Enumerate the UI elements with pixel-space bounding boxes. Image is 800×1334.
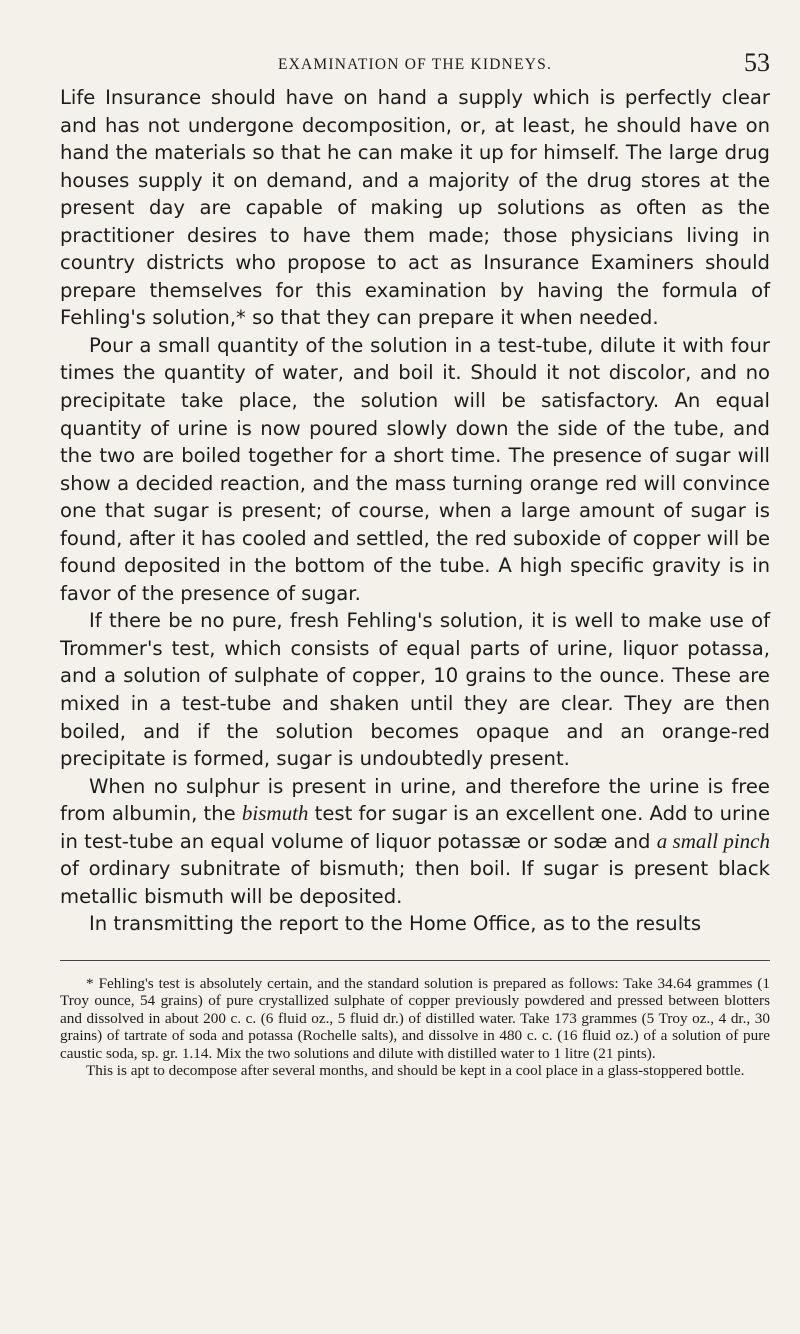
footnote-paragraph: This is apt to decompose after several months, and should be kept in a cool place in a glass-stoppered bottle. (86, 1061, 745, 1079)
footnote-divider (60, 960, 770, 961)
footnote (60, 975, 770, 1079)
paragraph (60, 773, 770, 911)
paragraph: In transmitting the report to the Home Office, as to the results (89, 912, 702, 936)
italic-term: a small pinch (656, 828, 770, 853)
footnote-paragraph: * Fehling's test is absolutely certain, and the standard solution is prepared as follows: Take 34.64 grammes (1 Troy ounce, 54 grains) of pure crystallized sulphate of copper previously powdered and pressed between blotters and dissolved in about 200 c. c. (6 fluid oz., 5 fluid dr.) of distilled water. Take 173 grammes (5 Troy oz., 4 dr., 30 grains) of tartrate of soda and potassa (Rochelle salts), and dissolve in 480 c. c. (16 fluid oz.) of a solution of pure caustic soda, sp. gr. 1.14. Mix the two solutions and dilute with distilled water to 1 litre (21 pints). (60, 974, 770, 1062)
text-run: test for sugar is an excellent one. Add to urine in test-tube an equal volume of liquor potassæ or sodæ and (60, 802, 771, 853)
italic-term: bismuth (241, 801, 309, 826)
main-text (60, 84, 770, 938)
running-head: EXAMINATION OF THE KIDNEYS. (277, 56, 553, 73)
page-number: 53 (744, 48, 770, 77)
paragraph: If there be no pure, fresh Fehling's solution, it is well to make use of Trommer's test, which consists of equal parts of urine, liquor potassa, and a solution of sulphate of copper, 10 grains to the ounce. These are mixed in a test-tube and shaken until they are clear. They are then boiled, and if the solution becomes opaque and an orange-red precipitate is formed, sugar is undoubtedly present. (60, 609, 770, 771)
paragraph: Life Insurance should have on hand a supply which is perfectly clear and has not undergone decomposition, or, at least, he should have on hand the materials so that he can make it up for himself. The large drug houses supply it on demand, and a majority of the drug stores at the present day are capable of making up solutions as often as the practitioner desires to have them made; those physicians living in country districts who propose to act as Insurance Examiners should prepare themselves for this examination by having the formula of Fehling's solution,* so that they can prepare it when needed. (60, 86, 770, 330)
text-run: of ordinary subnitrate of bismuth; then boil. If sugar is present black metallic bismuth will be deposited. (60, 857, 770, 908)
page-header (60, 48, 770, 84)
book-page (60, 48, 770, 1079)
text-run: When no sulphur is present in urine, and therefore the urine is free from albumin, the (60, 774, 770, 826)
paragraph: Pour a small quantity of the solution in a test-tube, dilute it with four times the quantity of water, and boil it. Should it not discolor, and no precipitate take place, the solution will be satisfactory. An equal quantity of urine is now poured slowly down the side of the tube, and the two are boiled together for a short time. The presence of sugar will show a decided reaction, and the mass turning orange red will convince one that sugar is present; of course, when a large amount of sugar is found, after it has cooled and settled, the red suboxide of copper will be found deposited in the bottom of the tube. A high specific gravity is in favor of the presence of sugar. (60, 333, 770, 605)
